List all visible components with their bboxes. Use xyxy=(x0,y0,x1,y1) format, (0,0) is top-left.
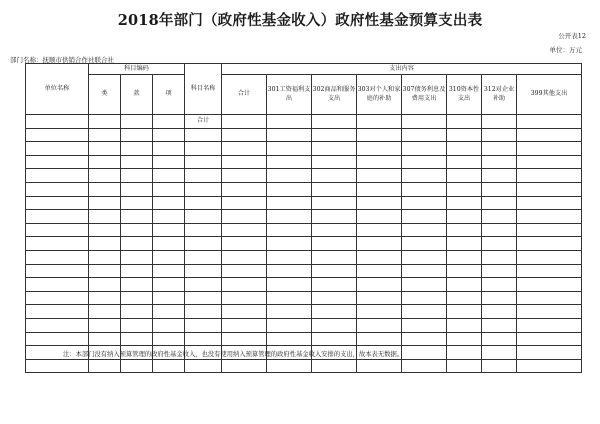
table-cell xyxy=(222,169,267,183)
table-cell xyxy=(121,169,153,183)
table-cell xyxy=(89,115,121,129)
table-cell xyxy=(153,142,185,156)
table-cell xyxy=(517,305,582,319)
table-cell xyxy=(482,291,517,305)
table-cell xyxy=(89,278,121,292)
table-row xyxy=(26,169,582,183)
table-cell xyxy=(26,278,89,292)
table-cell xyxy=(26,182,89,196)
table-cell xyxy=(153,332,185,346)
table-cell xyxy=(222,278,267,292)
table-cell xyxy=(402,223,447,237)
table-cell xyxy=(482,115,517,129)
table-cell xyxy=(312,305,357,319)
table-cell xyxy=(447,182,482,196)
table-cell xyxy=(357,196,402,210)
table-cell xyxy=(402,182,447,196)
table-cell xyxy=(402,291,447,305)
table-cell xyxy=(222,182,267,196)
table-cell xyxy=(26,115,89,129)
table-cell xyxy=(402,318,447,332)
table-cell xyxy=(222,237,267,251)
table-cell xyxy=(447,278,482,292)
table-cell xyxy=(222,264,267,278)
table-cell xyxy=(312,318,357,332)
table-cell xyxy=(185,318,222,332)
table-cell xyxy=(185,264,222,278)
table-cell xyxy=(357,169,402,183)
table-cell xyxy=(89,210,121,224)
table-cell xyxy=(312,278,357,292)
total-row-label: 合计 xyxy=(185,115,222,129)
table-cell xyxy=(357,332,402,346)
table-cell xyxy=(26,196,89,210)
table-cell xyxy=(402,250,447,264)
table-cell xyxy=(222,291,267,305)
table-cell xyxy=(121,128,153,142)
table-cell xyxy=(89,182,121,196)
table-row xyxy=(26,210,582,224)
table-cell xyxy=(482,210,517,224)
table-row xyxy=(26,237,582,251)
table-cell xyxy=(267,169,312,183)
header-301: 301工资福利支出 xyxy=(267,75,312,115)
table-cell xyxy=(447,264,482,278)
table-cell xyxy=(517,182,582,196)
table-row xyxy=(26,182,582,196)
table-cell xyxy=(312,115,357,129)
table-cell xyxy=(89,291,121,305)
table-cell xyxy=(267,332,312,346)
table-cell xyxy=(222,196,267,210)
table-cell xyxy=(482,142,517,156)
table-cell xyxy=(185,278,222,292)
header-310: 310资本性支出 xyxy=(447,75,482,115)
table-cell xyxy=(26,223,89,237)
table-cell xyxy=(153,169,185,183)
table-cell xyxy=(447,332,482,346)
table-cell xyxy=(517,155,582,169)
table-row xyxy=(26,359,582,373)
table-cell xyxy=(222,223,267,237)
table-cell xyxy=(267,223,312,237)
table-cell xyxy=(267,115,312,129)
table-row xyxy=(26,291,582,305)
table-cell xyxy=(482,250,517,264)
table-cell xyxy=(482,359,517,373)
table-cell xyxy=(312,359,357,373)
table-cell xyxy=(121,210,153,224)
table-cell xyxy=(267,264,312,278)
table-cell xyxy=(121,115,153,129)
table-cell xyxy=(447,142,482,156)
table-cell xyxy=(267,318,312,332)
table-cell xyxy=(447,169,482,183)
table-cell xyxy=(402,142,447,156)
table-cell xyxy=(121,332,153,346)
table-cell xyxy=(153,182,185,196)
header-307: 307债务利息及费用支出 xyxy=(402,75,447,115)
table-cell xyxy=(153,210,185,224)
table-cell xyxy=(357,359,402,373)
table-cell xyxy=(153,318,185,332)
table-cell xyxy=(89,196,121,210)
table-cell xyxy=(153,237,185,251)
table-cell xyxy=(185,182,222,196)
table-cell xyxy=(402,332,447,346)
table-cell xyxy=(153,155,185,169)
table-cell xyxy=(357,278,402,292)
table-cell xyxy=(121,182,153,196)
table-cell xyxy=(121,237,153,251)
table-cell xyxy=(312,196,357,210)
table-cell xyxy=(482,346,517,360)
table-row xyxy=(26,196,582,210)
header-unit-name: 单位名称 xyxy=(26,64,89,115)
table-cell xyxy=(267,291,312,305)
report-title: 2018年部门（政府性基金收入）政府性基金预算支出表 xyxy=(117,12,483,29)
table-cell xyxy=(357,305,402,319)
table-cell xyxy=(153,264,185,278)
table-cell xyxy=(402,264,447,278)
table-cell xyxy=(402,169,447,183)
header-kuan: 款 xyxy=(121,75,153,115)
table-cell xyxy=(357,142,402,156)
table-cell xyxy=(402,346,447,360)
table-cell xyxy=(222,250,267,264)
table-cell xyxy=(267,155,312,169)
table-cell xyxy=(357,210,402,224)
table-cell xyxy=(447,155,482,169)
table-cell xyxy=(267,128,312,142)
table-row xyxy=(26,305,582,319)
table-cell xyxy=(185,196,222,210)
table-cell xyxy=(26,128,89,142)
table-cell xyxy=(185,305,222,319)
table-cell xyxy=(517,223,582,237)
header-399: 399其他支出 xyxy=(517,75,582,115)
table-row-total xyxy=(26,115,582,129)
table-cell xyxy=(312,210,357,224)
table-row xyxy=(26,318,582,332)
department-name: 部门名称：抚顺市供销合作社联合社 xyxy=(10,56,114,64)
table-cell xyxy=(89,264,121,278)
table-cell xyxy=(26,155,89,169)
table-cell xyxy=(357,237,402,251)
header-312: 312对企业补助 xyxy=(482,75,517,115)
table-cell xyxy=(89,318,121,332)
header-subject-code: 科目编码 xyxy=(89,64,185,75)
table-cell xyxy=(482,196,517,210)
table-cell xyxy=(89,250,121,264)
header-expense-content: 支出内容 xyxy=(222,64,582,75)
table-cell xyxy=(447,318,482,332)
table-cell xyxy=(482,318,517,332)
table-cell xyxy=(26,210,89,224)
table-cell xyxy=(517,169,582,183)
table-cell xyxy=(482,182,517,196)
table-cell xyxy=(517,210,582,224)
table-cell xyxy=(89,155,121,169)
table-cell xyxy=(312,182,357,196)
table-cell xyxy=(153,250,185,264)
table-cell xyxy=(222,155,267,169)
table-cell xyxy=(357,115,402,129)
header-xiang: 项 xyxy=(153,75,185,115)
table-cell xyxy=(222,332,267,346)
table-cell xyxy=(517,346,582,360)
table-cell xyxy=(402,359,447,373)
footnote: 注：本部门没有纳入预算管理的政府性基金收入，也没有使用纳入预算管理的政府性基金收入安排的支出，故本表无数据。 xyxy=(63,351,404,358)
table-row xyxy=(26,250,582,264)
table-cell xyxy=(312,128,357,142)
table-cell xyxy=(89,305,121,319)
table-cell xyxy=(222,142,267,156)
table-cell xyxy=(447,237,482,251)
table-cell xyxy=(517,115,582,129)
table-cell xyxy=(153,291,185,305)
table-cell xyxy=(26,169,89,183)
table-cell xyxy=(26,250,89,264)
table-cell xyxy=(89,332,121,346)
table-cell xyxy=(312,155,357,169)
table-cell xyxy=(267,359,312,373)
table-row xyxy=(26,128,582,142)
table-row xyxy=(26,332,582,346)
table-cell xyxy=(185,169,222,183)
table-cell xyxy=(402,128,447,142)
table-cell xyxy=(185,237,222,251)
table-cell xyxy=(26,291,89,305)
table-cell xyxy=(482,237,517,251)
table-cell xyxy=(482,264,517,278)
table-cell xyxy=(89,237,121,251)
table-cell xyxy=(482,128,517,142)
table-cell xyxy=(312,237,357,251)
table-cell xyxy=(447,291,482,305)
table-cell xyxy=(185,210,222,224)
table-cell xyxy=(267,250,312,264)
table-cell xyxy=(482,223,517,237)
table-cell xyxy=(222,318,267,332)
table-cell xyxy=(267,196,312,210)
table-cell xyxy=(121,196,153,210)
table-cell xyxy=(312,223,357,237)
table-cell xyxy=(357,250,402,264)
table-cell xyxy=(222,128,267,142)
table-cell xyxy=(312,264,357,278)
table-cell xyxy=(185,128,222,142)
table-cell xyxy=(185,142,222,156)
table-cell xyxy=(447,250,482,264)
table-cell xyxy=(121,291,153,305)
table-cell xyxy=(153,196,185,210)
table-row xyxy=(26,264,582,278)
table-cell xyxy=(222,359,267,373)
table-cell xyxy=(121,359,153,373)
table-row xyxy=(26,223,582,237)
table-cell xyxy=(312,142,357,156)
table-cell xyxy=(517,128,582,142)
table-cell xyxy=(517,278,582,292)
table-cell xyxy=(267,305,312,319)
table-cell xyxy=(517,250,582,264)
table-cell xyxy=(26,264,89,278)
table-cell xyxy=(482,278,517,292)
table-cell xyxy=(26,237,89,251)
table-cell xyxy=(447,196,482,210)
table-cell xyxy=(89,359,121,373)
table-cell xyxy=(26,332,89,346)
table-cell xyxy=(357,223,402,237)
table-body xyxy=(26,115,582,373)
table-cell xyxy=(121,155,153,169)
table-cell xyxy=(267,142,312,156)
table-cell xyxy=(26,305,89,319)
table-cell xyxy=(153,278,185,292)
table-cell xyxy=(402,237,447,251)
table-cell xyxy=(402,305,447,319)
table-cell xyxy=(402,210,447,224)
table-cell xyxy=(153,223,185,237)
table-cell xyxy=(447,115,482,129)
table-cell xyxy=(447,346,482,360)
table-cell xyxy=(357,182,402,196)
header-lei: 类 xyxy=(89,75,121,115)
table-cell xyxy=(312,332,357,346)
table-cell xyxy=(517,142,582,156)
header-303: 303对个人和家庭的补助 xyxy=(357,75,402,115)
table-cell xyxy=(222,305,267,319)
table-cell xyxy=(402,196,447,210)
header-total: 合计 xyxy=(222,75,267,115)
table-cell xyxy=(447,223,482,237)
header-subject-name: 科目名称 xyxy=(185,64,222,115)
table-cell xyxy=(89,223,121,237)
table-cell xyxy=(121,264,153,278)
table-cell xyxy=(402,115,447,129)
table-cell xyxy=(517,237,582,251)
table-cell xyxy=(26,318,89,332)
table-cell xyxy=(517,291,582,305)
unit-label: 单位：万元 xyxy=(549,46,582,54)
table-cell xyxy=(357,128,402,142)
table-cell xyxy=(357,291,402,305)
table-cell xyxy=(447,359,482,373)
table-row xyxy=(26,142,582,156)
table-cell xyxy=(267,210,312,224)
table-cell xyxy=(222,210,267,224)
table-cell xyxy=(89,169,121,183)
table-cell xyxy=(447,128,482,142)
table-cell xyxy=(185,359,222,373)
table-cell xyxy=(222,115,267,129)
table-cell xyxy=(312,169,357,183)
table-cell xyxy=(517,196,582,210)
table-cell xyxy=(185,250,222,264)
table-cell xyxy=(121,223,153,237)
table-cell xyxy=(26,142,89,156)
table-cell xyxy=(267,182,312,196)
table-cell xyxy=(517,359,582,373)
table-cell xyxy=(153,305,185,319)
table-cell xyxy=(517,318,582,332)
table-cell xyxy=(357,264,402,278)
table-cell xyxy=(402,155,447,169)
table-cell xyxy=(482,169,517,183)
table-row xyxy=(26,155,582,169)
table-cell xyxy=(267,278,312,292)
table-cell xyxy=(121,142,153,156)
table-cell xyxy=(267,237,312,251)
table-cell xyxy=(153,115,185,129)
table-cell xyxy=(185,332,222,346)
table-cell xyxy=(312,291,357,305)
table-cell xyxy=(153,359,185,373)
form-number: 公开表12 xyxy=(558,32,586,40)
table-cell xyxy=(482,332,517,346)
table-row xyxy=(26,278,582,292)
table-cell xyxy=(312,250,357,264)
table-cell xyxy=(482,155,517,169)
table-cell xyxy=(402,278,447,292)
table-cell xyxy=(185,223,222,237)
table-cell xyxy=(89,142,121,156)
table-cell xyxy=(482,305,517,319)
table-cell xyxy=(447,305,482,319)
table-cell xyxy=(121,278,153,292)
table-cell xyxy=(153,128,185,142)
table-cell xyxy=(26,359,89,373)
table-cell xyxy=(517,264,582,278)
table-cell xyxy=(447,210,482,224)
table-cell xyxy=(185,291,222,305)
table-cell xyxy=(357,318,402,332)
table-cell xyxy=(121,250,153,264)
header-302: 302商品和服务支出 xyxy=(312,75,357,115)
table-cell xyxy=(185,155,222,169)
table-cell xyxy=(89,128,121,142)
table-cell xyxy=(121,305,153,319)
table-cell xyxy=(517,332,582,346)
table-cell xyxy=(121,318,153,332)
table-cell xyxy=(357,155,402,169)
expenditure-table xyxy=(25,63,582,373)
